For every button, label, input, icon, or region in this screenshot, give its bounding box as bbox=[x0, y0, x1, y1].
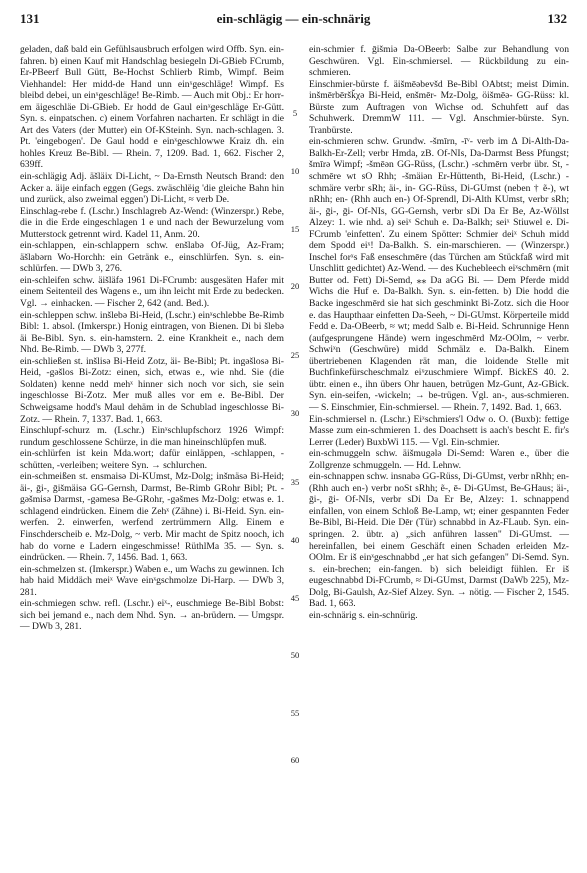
running-head: ein-schlägig — ein-schnärig bbox=[216, 11, 371, 26]
line-number: 45 bbox=[290, 593, 300, 603]
page-number-right: 132 bbox=[547, 11, 567, 26]
entry-text: ein-schlappen, ein-schlappern schw. enšlabə Of-Jüg, Az-Fram; äšlabərn Wo-Horchh: ein Getränk e., einschlürfen. Syn. s. ein-schlürfen. — DWb 3, 276. bbox=[20, 240, 284, 275]
entry-text: Einschlupf-schurz m. (Lschr.) Einˣschlupfschorz 1926 Wimpf: rundum geschlossene Schürze, in die man hineinschlüpfen muß. bbox=[20, 425, 284, 448]
entry-text: Ein-schmiersel n. (Lschr.) Eiˣschmiers'l Odw o. O. (Buxb): fettige Masse zum ein-schmieren 1. des Doachsett is aach's bescht E. fir's Lerrer (Leder) BuxbWi 115. — Vgl. Ein-schmier. bbox=[309, 413, 569, 448]
entry-text: geladen, daß bald ein Gefühlsausbruch erfolgen wird Offb. Syn. ein-fahren. b) einen Kauf mit Handschlag besiegeln Di-GBieb FCrumb, Er-PBeerf Bull Gütt, Be-Hochst Schlierb Rimb, Wimpf. Beim Viehhandel: Her midd-de Hand unn einˣgeschläge! Wimpf. Es bleibd debei, un einˣgeschläge! Be-Rimb. — Auch mit Obj.: Er horr-em äigeschläe Di-GBieb. Er hodd de Gaul einˣgeschläge Er-Gütt. Syn. s. einpatschen. c) einem Vorfahren nacharten. Er schlägt in die Art des Vaters (der Mutter) ein Of-KSteinh. Syn. nach-schlagen. 3. Pt. 'eingebogen'. De Gaul hodd e einˣgeschlowwe Kraiz dh. ein hohles Kreuz Be-Bibl. — Rhein. 7, 1209. Bad. 1, 662. Fischer 2, 639ff. bbox=[20, 44, 284, 171]
entry-text: Einschlag-rebe f. (Lschr.) Inschlagreb Az-Wend: (Winzerspr.) Rebe, die in die Erde eingeschlagen 1 e und nach der Bewurzelung vom Mutterstock getrennt wird. Kadel 11, Anm. 20. bbox=[20, 205, 284, 240]
entry-text: ein-schlägig Adj. äšläix Di-Licht, ~ Da-Ernsth Neutsch Brand: den Acker a. äije einfach eggen (Gegs. zwäschlëig 'die gleiche Bahn hin und zurück, also zweimal eggen') Di-Licht, ≈ verb De. bbox=[20, 171, 284, 206]
entry-text: ein-schmieren schw. Grundw. -šmīrn, -īᵛ- verb im ∆ Di-Alth-Da-Balkh-Er-Zell; verbr Hmda, zB. Of-NIs, Da-Darmst Bess Pfungst; šmīrə Wimpf; -šmēən GG-Rüss, (Lschr.) -schmērn verbr übr. St, -schmēre wt sO Rhh; -šmäiən Er-Hüttenth, Bi-Heid, (Lschr.) -schmäre verbr sRh; äi-, in- GG-Rüss, Di-GUmst (neben † ẽ-), wt nRhh; en- (Rhh auch en-) Of-Sprendl, Di-Alth KUmst, verbr sRh; äi-, ḡi-, ḡi- Of-NIs, GG-Gernsh, verbr sDi Da Er Be, Az-Wöllst Alzey: 1. wie nhd. a) seiˣ Schuh e. Da-Balkh; seiˣ Stiuwel e. Di-FCrumb 'einfetten'. Zu einem Spötter: Schmier deiˣ Schuh midd dem Spodd eiˣ! Da-Balkh. S. ein-marschieren. — (Winzerspr.) Inschel forˣs Faß enseschmēre (das Türchen am Stückfaß wird mit Unschlitt gedichtet) Az-Wend. — des Kuchebleech eiˣschmērn (mit Butter od. Fett) Di-Semd, ⁎⁎ Da aGG Bi. — Dem Pferde midd Wichs die Huf e. Da-Balkh. Syn. s. ein-fetten. b) Die hodd die Backe ingeschmērd sie hat sich geschminkt Bi-Zotz. sich die Hoor e. das Haupthaar einfetten Da-Seeh, ~ Di-GUmst. Körperteile midd Fedd e. Da-OBeerb, ≈ wt; medd Salb e. Bi-Heid. Schrunnige Henn (aufgesprungene Hände) wern ingeschmērd Mz-OOlm, ~ verbr. Schwiˣn (Geschwüre) midd Schmälz e. Da-Balkh. Einem übertriebenen Klagenden rät man, die loidende Stelle mit Buchfinkefürscheschmalz eiˣzuschmiere Wimpf. BickES 40. 2. übtr. einen e., ihn übers Ohr hauen, betrügen Mz-Gunt, Az-GBick. Syn. ein-seifen, -wickeln; → be-trügen. Vgl. an-, aus-schmieren. — S. Einschmier, Ein-schmiersel. — Rhein. 7, 1492. Bad. 1, 663. bbox=[309, 136, 569, 413]
line-number: 55 bbox=[290, 708, 300, 718]
entry-text: ein-schmeißen st. ensmaisə Di-KUmst, Mz-Dolg; inšmäsə Bi-Heid; äi-, ḡi-, ḡišmäisə GG-Gernsh, Darmst, Be-Rimb GRohr Bibl; Pt. -gəšmisə Darmst, -gəmesə Be-GRohr, -gəšmes Mz-Dolg: etwas e. 1. schlagend eindrücken. Einem die Zehˣ (Zähne) i. Bi-Heid. Syn. ein-werfen. 2. einwerfen, werfend zertrümmern Allg. Einem e Finschderscheib e. Mz-Dolg, ~ verb. Mir macht de Spitz nooch, ich hab do vorne e Ladern eingeschmisse! RüthlMa 35. — Syn. s. eindrücken. — Rhein. 7, 1456. Bad. 1, 663. bbox=[20, 471, 284, 564]
entry-text: ein-schmier f. ḡišmiə Da-OBeerb: Salbe zur Behandlung von Geschwüren. Vgl. Ein-schmiersel. — Rückbildung zu ein-schmieren. bbox=[309, 44, 569, 79]
line-number: 40 bbox=[290, 535, 300, 545]
line-number: 35 bbox=[290, 477, 300, 487]
line-number: 30 bbox=[290, 408, 300, 418]
line-number: 15 bbox=[290, 224, 300, 234]
right-column bbox=[309, 44, 569, 621]
entry-text: ein-schnappen schw. insnabə GG-Rüss, Di-GUmst, verbr nRhh; en- (Rhh auch en-) verbr noSt sRhh; ẽ-, ē- Di-GUmst, Be-GHaus; äi-, ḡi-, ḡi- Of-NIs, verbr sDi Da Er Be, Alzey: 1. schnappend einfallen, von einem Schloß Be-Lamp, wt; einer gespannten Feder Be-Bibl, Bi-Heid. Die Dēr (Tür) schnabbd in Az-FLaub. Syn. ein-springen. 2. übtr. a) „sich anführen lassen" Di-GUmst. — hereinfallen, bei einem Geschäft einen Schaden erleiden Mz-OOlm. Er iš einˣgeschnabbd „er hat sich gefangen" Di-Semd. Syn. s. ein-brechen; ein-fangen. b) sich beleidigt fühlen. Er iš eugeschnabbd Di-FCrumb, ≈ Di-GUmst, Darmst (DaWb 225), Mz-Dolg, Bi-Gaulsh, Az-Sief Alzey. Syn. → nötig. — Fischer 2, 1545. Bad. 1, 663. bbox=[309, 471, 569, 610]
entry-text: ein-schließen st. inšlisə Bi-Heid Zotz, äi- Be-Bibl; Pt. ingəšlosə Bi-Heid, -gəšlos Bi-Zotz: einen, sich, etwas e., wie nhd. Sie (die Soldaten) kenne nedd mehˣ hinner sich noch vor sich, sie sein ingeschlosse Bi-Zotz. Mer muß alles vor em e. Be-Bibl. Der Schweigsame hodd's Maul dehäm in de Schublad ingeschlosse Bi-Zotz. — Rhein. 7, 1337. Bad. 1, 663. bbox=[20, 355, 284, 425]
line-number: 20 bbox=[290, 281, 300, 291]
entry-text: ein-schmiegen schw. refl. (Lschr.) eiˣ-, euschmiege Be-Bibl Bobst: sich bei jemand e., nach dem Nhd. Syn. → an-brüdern. — Umgspr. — DWb 3, 281. bbox=[20, 598, 284, 633]
line-number: 50 bbox=[290, 650, 300, 660]
entry-text: ein-schleppen schw. inšlebə Bi-Heid, (Lschr.) einˣschlebbe Be-Rimb Bibl: 1. absol. (Imkerspr.) Honig eintragen, von Bienen. Di bi šlebə äi Be-Bibl. Syn. s. ein-hamstern. 2. eine Krankheit e., nach dem Nhd. Be-Rimb. — DWb 3, 277f. bbox=[20, 309, 284, 356]
page-header bbox=[20, 11, 567, 29]
line-number: 25 bbox=[290, 350, 300, 360]
entry-text: ein-schmuggeln schw. äišmugələ Di-Semd: Waren e., über die Zollgrenze schmuggeln. — Hd. Lehnw. bbox=[309, 448, 569, 471]
line-number: 60 bbox=[290, 755, 300, 765]
entry-text: Einschmier-bürste f. äišmēəbevšd Be-Bibl OAbtst; meist Dimin. inšmērbēršǩχə Bi-Heid, enšmēr- Mz-Dolg, öišmēə- GG-Rüss: kl. Bürste zum Auftragen von Wichse od. Schuhfett auf das Schuhwerk. DremmW 111. — Vgl. Anschmier-bürste. Syn. Tranbürste. bbox=[309, 78, 569, 136]
page-number-left: 131 bbox=[20, 11, 40, 26]
entry-text: ein-schmelzen st. (Imkerspr.) Waben e., um Wachs zu gewinnen. Ich hab haid Middäch meiˣ Wave einˣgschmolze Di-Harp. — DWb 3, 281. bbox=[20, 563, 284, 598]
line-number: 10 bbox=[290, 166, 300, 176]
left-column bbox=[20, 44, 284, 633]
line-number: 5 bbox=[292, 108, 298, 118]
entry-text: ein-schleifen schw. äišläfə 1961 Di-FCrumb: ausgesäten Hafer mit einem Seitenteil des Wagens e., um ihn leicht mit Erde zu bedecken. Vgl. → einhacken. — Fischer 2, 642 (and. Bed.). bbox=[20, 274, 284, 310]
entry-text: ein-schnärig s. ein-schnürig. bbox=[309, 609, 418, 621]
entry-text: ein-schlürfen ist kein Mda.wort; dafür einläppen, -schlappen, -schütten, -verleiben; weitere Syn. → schlurchen. bbox=[20, 448, 284, 471]
